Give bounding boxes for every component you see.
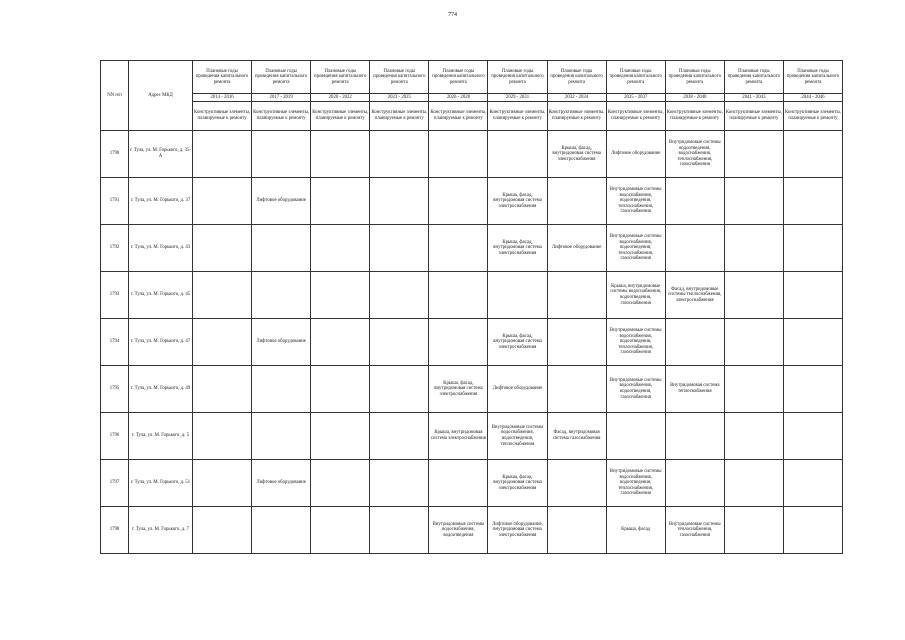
header-period-elements: Конструктивные элементы, планируемые к ремонту [193,102,252,131]
repair-elements-cell [724,507,783,554]
header-period-years: 2026 - 2028 [429,94,488,102]
table-row [101,366,843,413]
header-period-title: Плановые годы проведения капитального ремонта [606,61,665,94]
repair-elements-cell [193,460,252,507]
row-number: 1793 [101,272,129,319]
header-period-elements: Конструктивные элементы, планируемые к ремонту [488,102,547,131]
table-row [101,178,843,225]
repair-elements-cell [370,319,429,366]
row-address: г. Тула, ул. М. Горького, д. 49 [129,366,193,413]
repair-elements-cell [252,131,311,178]
repair-elements-cell [724,131,783,178]
header-period-elements: Конструктивные элементы, планируемые к ремонту [724,102,783,131]
repair-elements-cell [311,272,370,319]
repair-elements-cell [193,131,252,178]
row-address: г. Тула, ул. М. Горького, д. 43 [129,225,193,272]
repair-elements-cell: Лифтовое оборудование, внутридомовая система электроснабжения [488,507,547,554]
repair-elements-cell: Фасад, внутридомовая система газоснабжения [547,413,606,460]
repair-elements-cell [193,507,252,554]
repair-elements-cell [252,272,311,319]
table-row [101,507,843,554]
header-period-years: 2023 - 2025 [370,94,429,102]
header-period-elements: Конструктивные элементы, планируемые к ремонту [606,102,665,131]
repair-elements-cell [370,507,429,554]
repair-elements-cell [547,366,606,413]
repair-elements-cell: Крыша, фасад, внутридомовая система электроснабжения [429,366,488,413]
table-body [101,131,843,554]
repair-elements-cell [370,413,429,460]
table-row [101,460,843,507]
page-number: 774 [448,12,457,18]
header-period-title: Плановые годы проведения капитального ремонта [488,61,547,94]
table-row [101,319,843,366]
repair-elements-cell: Лифтовое оборудование [606,131,665,178]
capital-repair-plan-table [100,60,843,554]
row-number: 1798 [101,507,129,554]
repair-elements-cell: Внутридомовые системы водоснабжения, водоотведения, газоснабжения [606,366,665,413]
repair-elements-cell [311,225,370,272]
repair-elements-cell [783,131,842,178]
repair-elements-cell [488,272,547,319]
header-address: Адрес МКД [129,61,193,131]
row-address: г. Тула, ул. М. Горького, д. 51 [129,460,193,507]
repair-elements-cell [665,225,724,272]
header-period-title: Плановые годы проведения капитального ремонта [665,61,724,94]
repair-elements-cell [547,178,606,225]
row-address: г. Тула, ул. М. Горького, д. 45 [129,272,193,319]
repair-elements-cell: Крыша, фасад, внутридомовая система электроснабжения [488,178,547,225]
repair-elements-cell: Лифтовое оборудование [252,178,311,225]
header-period-elements: Конструктивные элементы, планируемые к ремонту [547,102,606,131]
repair-elements-cell: Лифтовое оборудование [547,225,606,272]
repair-elements-cell [783,319,842,366]
repair-elements-cell [488,131,547,178]
table-row [101,225,843,272]
repair-elements-cell: Лифтовое оборудование [252,460,311,507]
repair-elements-cell: Крыша, фасад, внутридомовая система электроснабжения [547,131,606,178]
repair-elements-cell [429,225,488,272]
repair-elements-cell: Внутридомовая система теплоснабжения [665,366,724,413]
header-period-years: 2032 - 2034 [547,94,606,102]
row-number: 1794 [101,319,129,366]
repair-elements-cell: Крыша, фасад, внутридомовая система электроснабжения [488,460,547,507]
header-period-elements: Конструктивные элементы, планируемые к ремонту [370,102,429,131]
repair-elements-cell: Внутридомовые системы водоснабжения, водоотведения [429,507,488,554]
repair-elements-cell [783,507,842,554]
table-row [101,131,843,178]
row-address: г. Тула, ул. М. Горького, д. 7 [129,507,193,554]
header-period-elements: Конструктивные элементы, планируемые к ремонту [783,102,842,131]
header-period-elements: Конструктивные элементы, планируемые к ремонту [311,102,370,131]
repair-elements-cell [311,366,370,413]
repair-elements-cell [429,460,488,507]
header-period-elements: Конструктивные элементы, планируемые к ремонту [252,102,311,131]
repair-elements-cell [193,319,252,366]
repair-elements-cell [252,366,311,413]
header-period-title: Плановые годы проведения капитального ремонта [783,61,842,94]
repair-elements-cell [311,319,370,366]
row-number: 1790 [101,131,129,178]
repair-elements-cell: Внутридомовые системы водоснабжения, водоотведения, теплоснабжения, газоснабжения [606,460,665,507]
row-address: г. Тула, ул. М. Горького, д. 47 [129,319,193,366]
repair-elements-cell [193,366,252,413]
header-period-title: Плановые годы проведения капитального ремонта [370,61,429,94]
row-address: г. Тула, ул. М. Горького, д. 5 [129,413,193,460]
row-number: 1796 [101,413,129,460]
repair-elements-cell [547,460,606,507]
header-period-years: 2044 - 2046 [783,94,842,102]
repair-elements-cell [370,131,429,178]
repair-elements-cell: Фасад, внутридомовые системы теплоснабжения, электроснабжения [665,272,724,319]
repair-elements-cell [311,413,370,460]
repair-elements-cell [370,366,429,413]
repair-elements-cell: Крыша, фасад, внутридомовая система электроснабжения [488,225,547,272]
header-period-title: Плановые годы проведения капитального ремонта [193,61,252,94]
repair-elements-cell: Внутридомовые системы водоснабжения, водоотведения, теплоснабжения, газоснабжения [606,225,665,272]
repair-elements-cell: Внутридомовые системы теплоснабжения, газоснабжения [665,507,724,554]
repair-elements-cell [783,272,842,319]
repair-elements-cell [311,460,370,507]
row-address: г. Тула, ул. М. Горького, д. 37 [129,178,193,225]
repair-elements-cell [724,319,783,366]
repair-elements-cell [724,272,783,319]
header-period-title: Плановые годы проведения капитального ремонта [724,61,783,94]
repair-elements-cell [724,413,783,460]
repair-elements-cell: Крыша, фасад [606,507,665,554]
repair-elements-cell [724,460,783,507]
repair-elements-cell [547,507,606,554]
header-period-years: 2035 - 2037 [606,94,665,102]
repair-elements-cell [252,413,311,460]
repair-elements-cell [311,131,370,178]
repair-elements-cell: Внутридомовые системы водоснабжения, водоотведения, теплоснабжения, газоснабжения [606,178,665,225]
repair-elements-cell [783,366,842,413]
header-period-years: 2020 - 2022 [311,94,370,102]
repair-elements-cell [606,413,665,460]
row-number: 1791 [101,178,129,225]
repair-elements-cell [724,366,783,413]
repair-elements-cell [665,319,724,366]
table-row [101,413,843,460]
header-period-title: Плановые годы проведения капитального ремонта [252,61,311,94]
repair-elements-cell [429,178,488,225]
repair-elements-cell [193,413,252,460]
repair-elements-cell [311,507,370,554]
repair-elements-cell: Внутридомовые системы водоснабжения, водоотведения, теплоснабжения, газоснабжения [606,319,665,366]
header-nn: NN п/п [101,61,129,131]
repair-elements-cell [429,319,488,366]
header-period-years: 2038 - 2040 [665,94,724,102]
row-number: 1792 [101,225,129,272]
repair-elements-cell: Крыша, внутридомовые системы водоснабжения, водоотведения, газоснабжения [606,272,665,319]
repair-elements-cell [724,178,783,225]
repair-elements-cell [783,413,842,460]
repair-elements-cell: Крыша, внутридомовая система электроснабжения [429,413,488,460]
header-period-title: Плановые годы проведения капитального ремонта [547,61,606,94]
repair-elements-cell [665,413,724,460]
repair-elements-cell [370,225,429,272]
repair-elements-cell [783,178,842,225]
repair-elements-cell [370,178,429,225]
repair-elements-cell [193,178,252,225]
table-row [101,272,843,319]
repair-elements-cell [193,225,252,272]
header-period-years: 2017 - 2019 [252,94,311,102]
repair-elements-cell: Лифтовое оборудование [488,366,547,413]
row-number: 1797 [101,460,129,507]
repair-elements-cell [252,225,311,272]
header-period-elements: Конструктивные элементы, планируемые к ремонту [429,102,488,131]
row-number: 1795 [101,366,129,413]
row-address: г. Тула, ул. М. Горького, д. 35-А [129,131,193,178]
header-period-elements: Конструктивные элементы, планируемые к ремонту [665,102,724,131]
repair-elements-cell [429,131,488,178]
repair-elements-cell: Внутридомовые системы водоотведения, водоснабжения, теплоснабжения, газоснабжения [665,131,724,178]
repair-elements-cell [193,272,252,319]
repair-elements-cell [429,272,488,319]
repair-elements-cell: Внутридомовые системы водоснабжения, водоотведения, теплоснабжения [488,413,547,460]
header-period-title: Плановые годы проведения капитального ремонта [311,61,370,94]
repair-elements-cell [783,460,842,507]
header-period-title: Плановые годы проведения капитального ремонта [429,61,488,94]
repair-elements-cell [370,272,429,319]
repair-elements-cell: Крыша, фасад, внутридомовая система электроснабжения [488,319,547,366]
header-period-years: 2029 - 2031 [488,94,547,102]
repair-elements-cell [783,225,842,272]
repair-elements-cell [252,507,311,554]
repair-elements-cell [547,319,606,366]
header-period-years: 2014 - 2016 [193,94,252,102]
repair-elements-cell [665,460,724,507]
repair-elements-cell [370,460,429,507]
header-period-years: 2041 - 2043 [724,94,783,102]
repair-elements-cell [724,225,783,272]
repair-elements-cell: Лифтовое оборудование [252,319,311,366]
repair-elements-cell [547,272,606,319]
repair-elements-cell [665,178,724,225]
repair-elements-cell [311,178,370,225]
